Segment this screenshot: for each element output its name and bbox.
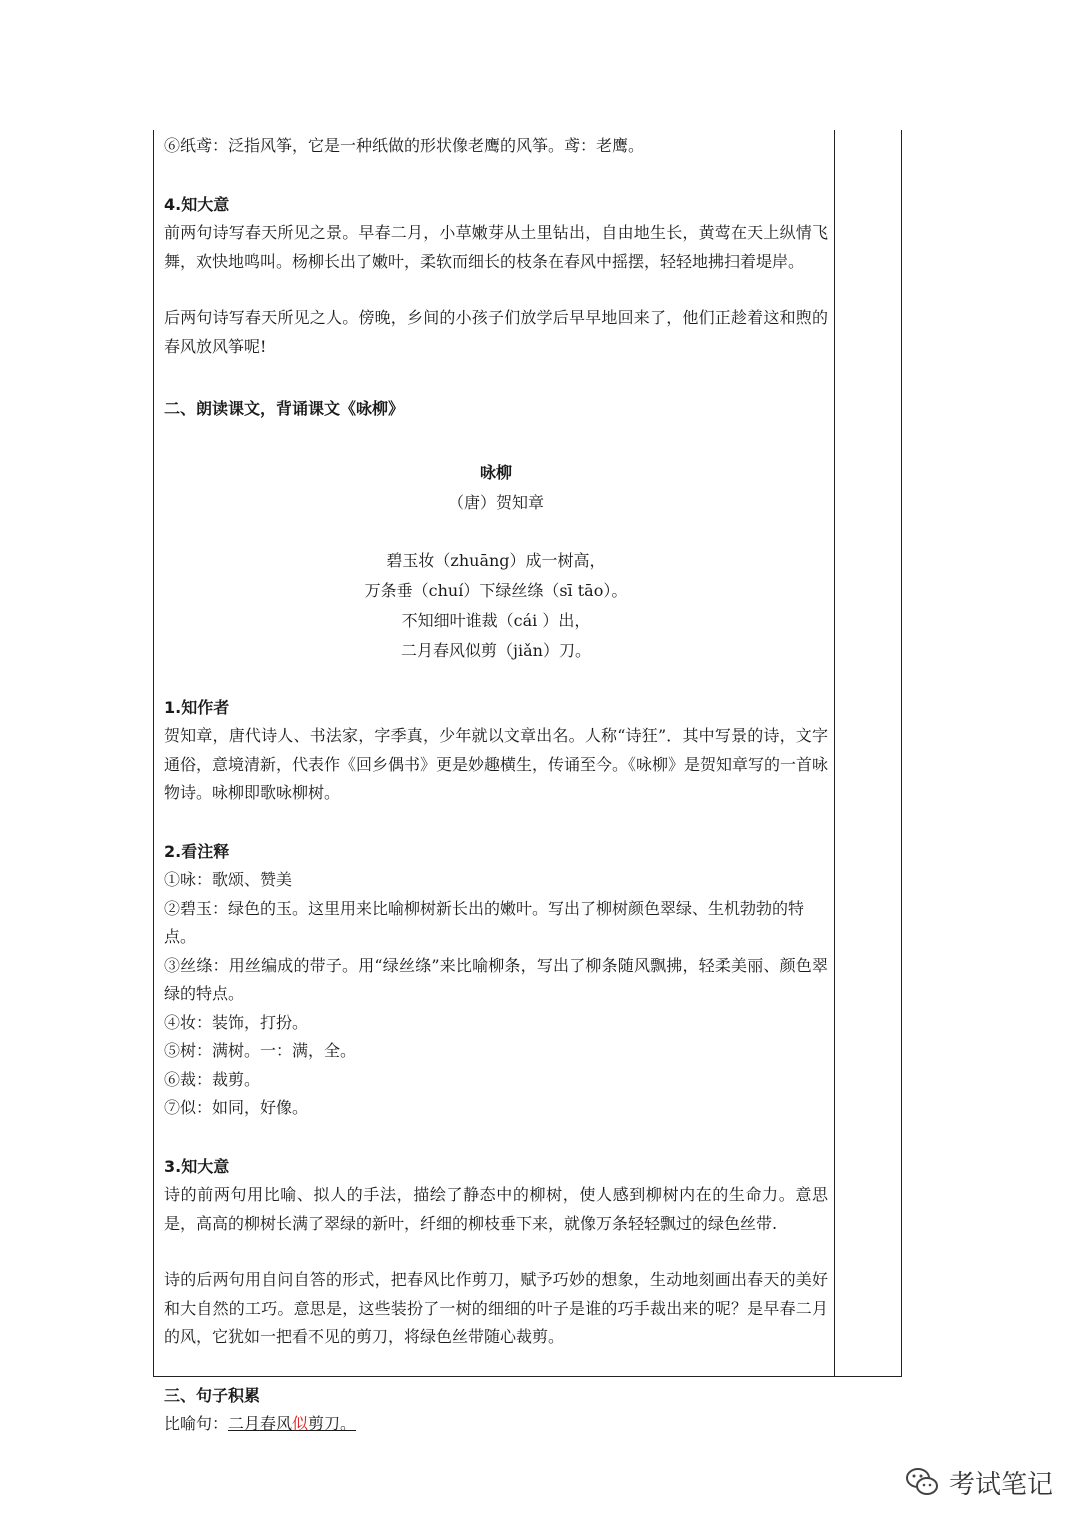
- note-item: ④妆：装饰，打扮。: [164, 1012, 309, 1032]
- author-text: 贺知章，唐代诗人、书法家，字季真，少年就以文章出名。人称“诗狂”．其中写景的诗，文字通俗，意境清新，代表作《回乡偶书》更是妙趣横生，传诵至今。《咏柳》是贺知章写的一首咏物诗。咏柳即歌咏柳树。: [164, 726, 829, 802]
- wechat-icon: [905, 1466, 939, 1498]
- poem-line: 万条垂（chuí）下绿丝绦（sī tāo）。: [364, 580, 628, 600]
- meaning-prev-para-2: 后两句诗写春天所见之人。傍晚，乡间的小孩子们放学后早早地回来了，他们正趁着这和煦的春风放风筝呢!: [164, 308, 828, 356]
- note-item: ①咏：歌颂、赞美: [164, 870, 293, 889]
- note-6: ⑥纸鸢：泛指风筝，它是一种纸做的形状像老鹰的风筝。鸢：老鹰。: [164, 136, 645, 155]
- poem-line: 不知细叶谁裁（cái ）出，: [401, 610, 591, 630]
- watermark: [905, 1460, 1053, 1504]
- metaphor-label: 比喻句：: [164, 1414, 229, 1433]
- note-item: ⑤树：满树。一：满，全。: [164, 1041, 357, 1060]
- meaning-para-1: 诗的前两句用比喻、拟人的手法，描绘了静态中的柳树，使人感到柳树内在的生命力。意思是，高高的柳树长满了翠绿的新叶，纤细的柳枝垂下来，就像万条轻轻飘过的绿色丝带.: [164, 1185, 828, 1233]
- meaning-para-2: 诗的后两句用自问自答的形式，把春风比作剪刀，赋予巧妙的想象，生动地刻画出春天的美好和大自然的工巧。意思是，这些装扮了一树的细细的叶子是谁的巧手裁出来的呢？是早春二月的风，它犹如一把看不见的剪刀，将绿色丝带随心裁剪。: [164, 1270, 828, 1346]
- heading-meaning-prev: 4.知大意: [164, 194, 230, 214]
- metaphor-sentence: [164, 1410, 828, 1439]
- section-3-heading: 三、句子积累: [164, 1385, 261, 1405]
- meaning-prev-para-1: 前两句诗写春天所见之景。早春二月，小草嫩芽从土里钻出，自由地生长，黄莺在天上纵情飞舞，欢快地鸣叫。杨柳长出了嫩叶，柔软而细长的枝条在春风中摇摆，轻轻地拂扫着堤岸。: [164, 223, 828, 271]
- heading-author: 1.知作者: [164, 697, 230, 717]
- column-divider: [834, 130, 835, 1377]
- note-item: ②碧玉：绿色的玉。这里用来比喻柳树新长出的嫩叶。写出了柳树颜色翠绿、生机勃勃的特点。: [164, 898, 805, 946]
- poem-line: 二月春风似剪（jiǎn）刀。: [401, 640, 591, 660]
- poem-title: 咏柳: [479, 462, 512, 482]
- metaphor-example: [228, 1414, 356, 1433]
- note-item: ③丝绦：用丝编成的带子。用“绿丝绦”来比喻柳条，写出了柳条随风飘拂，轻柔美丽、颜色翠绿的特点。: [164, 955, 828, 1003]
- metaphor-keyword: 似: [292, 1414, 309, 1433]
- heading-notes: 2.看注释: [164, 841, 230, 861]
- heading-meaning: 3.知大意: [164, 1156, 230, 1176]
- note-item: ⑥裁：裁剪。: [164, 1069, 261, 1089]
- document-content: [164, 130, 828, 1439]
- poem: [164, 458, 828, 666]
- note-item: ⑦似：如同，好像。: [164, 1098, 309, 1117]
- watermark-text: 考试笔记: [949, 1469, 1054, 1500]
- section-2-heading: 二、朗读课文，背诵课文《咏柳》: [164, 399, 405, 418]
- poem-line: 碧玉妆（zhuāng）成一树高，: [386, 550, 606, 570]
- metaphor-part-a: 二月春风: [228, 1414, 293, 1433]
- poem-author: （唐）贺知章: [447, 492, 544, 512]
- metaphor-part-b: 剪刀。: [308, 1414, 357, 1433]
